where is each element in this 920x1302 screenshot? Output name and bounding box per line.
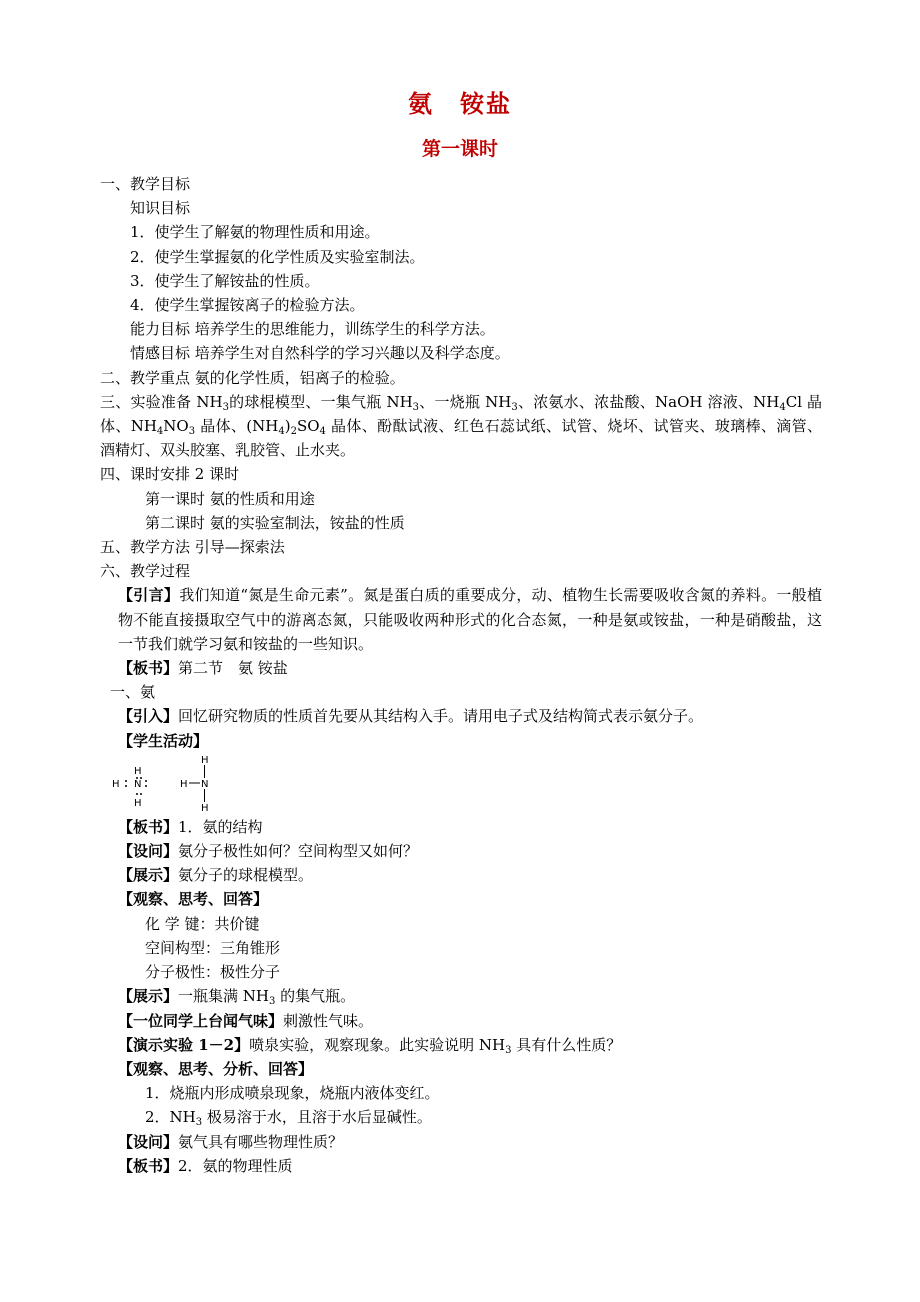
- demo-experiment: 【演示实验 1－2】喷泉实验，观察现象。此实验说明 $NH_3$ 具有什么性质？: [118, 1035, 622, 1056]
- smell-activity: 【一位同学上台闻气味】刺激性气味。: [118, 1011, 374, 1030]
- page-title: 氨 铵盐: [408, 90, 512, 118]
- answer-item: 空间构型：三角锥形: [145, 938, 281, 957]
- electron-formula-h-top: H: [134, 765, 142, 777]
- knowledge-goal-label: 知识目标: [130, 199, 191, 218]
- answer-item: 1．烧瓶内形成喷泉现象，烧瓶内液体变红。: [145, 1084, 440, 1103]
- emotion-goal: 情感目标 培养学生对自然科学的学习兴趣以及科学态度。: [130, 344, 510, 363]
- board-note: 【板书】1．氨的结构: [118, 817, 263, 836]
- intro-paragraph: 【引言】我们知道“氮是生命元素”。氮是蛋白质的重要成分，动、植物生长需要吸收含氮的养料。一般植物不能直接摄取空气中的游离态氮，只能吸收两种形式的化合态氮，一种是氨或铵盐，一种是硝酸盐，这一节我们就学习氨和铵盐的一些知识。: [118, 586, 822, 653]
- ammonia-structure-svg: [112, 753, 232, 815]
- structural-formula-n: N: [201, 778, 209, 790]
- lead-in: 【引入】回忆研究物质的性质首先要从其结构入手。请用电子式及结构简式表示氨分子。: [118, 707, 704, 726]
- schedule-lesson: 第一课时 氨的性质和用途: [145, 489, 315, 508]
- student-activity: 【学生活动】: [118, 731, 209, 750]
- process-heading: 六、教学过程: [100, 562, 191, 581]
- document-body: [100, 172, 822, 1178]
- structural-formula-h-bottom: H: [201, 802, 209, 814]
- page-subtitle: 第一课时: [421, 138, 498, 160]
- experiment-preparation: 三、实验准备 $NH_3$的球棍模型、一集气瓶 $NH_3$、一烧瓶 $NH_3$、浓氨水、浓盐酸、NaOH 溶液、$NH_4Cl$ 晶体、$NH_4NO_3$ 晶体、$(NH_4)_2SO_4$ 晶体、酚酞试液、红色石蕊试纸、试管、烧坏、试管夹、玻璃棒、滴管、酒精灯、双头胶塞、乳胶管、止水夹。: [100, 392, 823, 460]
- structural-formula-h-top: H: [201, 754, 209, 766]
- electron-formula-n: N: [134, 778, 142, 790]
- teaching-focus: 二、教学重点 氨的化学性质，铝离子的检验。: [100, 368, 405, 387]
- goal-item: 3．使学生了解铵盐的性质。: [130, 271, 320, 290]
- goal-item: 1．使学生了解氨的物理性质和用途。: [130, 223, 380, 242]
- board-note: 【板书】2．氨的物理性质: [118, 1156, 293, 1175]
- schedule-heading: 四、课时安排 2 课时: [100, 465, 240, 484]
- question: 【设问】氨气具有哪些物理性质？: [118, 1132, 344, 1151]
- answer-item: 分子极性：极性分子: [145, 963, 281, 982]
- schedule-lesson: 第二课时 氨的实验室制法，铵盐的性质: [145, 513, 405, 532]
- electron-formula-h-bottom: H: [134, 797, 142, 809]
- display-note: 【展示】氨分子的球棍模型。: [118, 866, 314, 885]
- observe-analyze-heading: 【观察、思考、分析、回答】: [118, 1059, 314, 1078]
- board-note: 【板书】第二节 氨 铵盐: [118, 659, 288, 678]
- goal-item: 2．使学生掌握氨的化学性质及实验室制法。: [130, 247, 425, 266]
- question: 【设问】氨分子极性如何？空间构型又如何？: [118, 842, 419, 861]
- section-heading: 一、教学目标: [100, 175, 191, 193]
- answer-item: 2．$NH_3$ 极易溶于水，且溶于水后显碱性。: [145, 1108, 432, 1129]
- goal-item: 4．使学生掌握铵离子的检验方法。: [130, 296, 365, 315]
- electron-formula-h-left: H: [112, 778, 120, 790]
- structural-formula-h-left: H: [180, 778, 188, 790]
- observe-answer-heading: 【观察、思考、回答】: [118, 890, 269, 909]
- display-note: 【展示】一瓶集满 $NH_3$ 的集气瓶。: [118, 987, 356, 1008]
- part-heading: 一、氨: [110, 683, 156, 702]
- ammonia-structure-figure: [112, 753, 822, 815]
- answer-item: 化 学 键：共价键: [145, 914, 260, 933]
- ability-goal: 能力目标 培养学生的思维能力，训练学生的科学方法。: [130, 320, 495, 339]
- teaching-method: 五、教学方法 引导—探索法: [100, 538, 285, 557]
